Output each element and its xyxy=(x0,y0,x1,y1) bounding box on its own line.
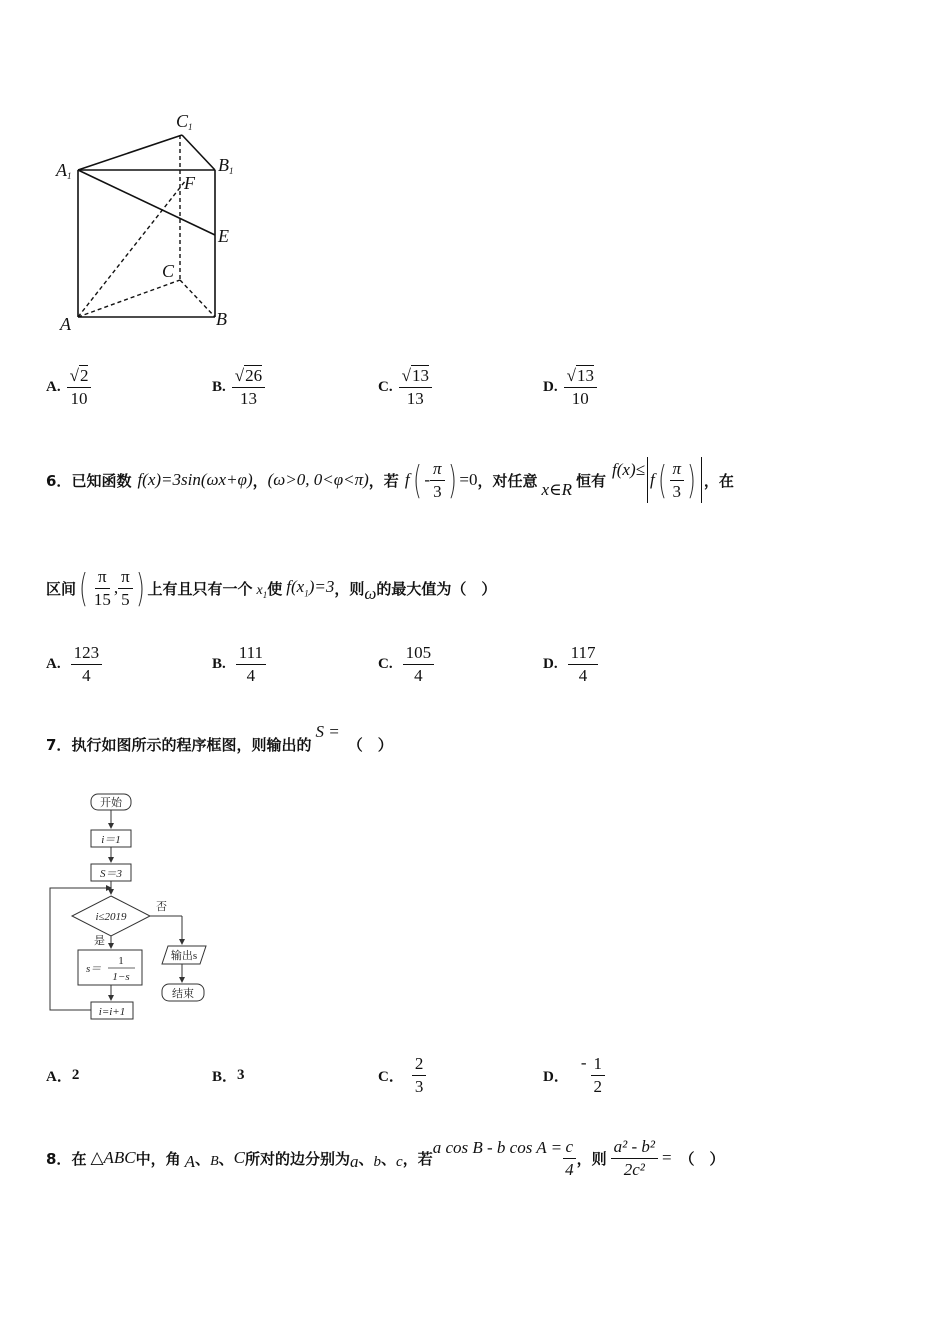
option-letter: A. xyxy=(46,378,61,395)
q6-function: f(x)=3sin(ωx+φ) xyxy=(137,470,253,489)
abs-bar-right xyxy=(701,457,702,503)
left-paren: ( xyxy=(412,458,422,502)
fc-assign-den: 1−s xyxy=(112,971,130,983)
option-fraction: $\frac{1}{2}$ xyxy=(591,1053,606,1098)
option-letter: C. xyxy=(378,655,393,672)
q8-triangle: △ABC xyxy=(90,1148,136,1167)
q8-c-over-4: $\frac{c}{4}$ xyxy=(562,1136,577,1181)
interval-right: $\frac{\pi}{5}$ xyxy=(118,566,133,611)
option-fraction: $\frac{√26}{13}$ xyxy=(232,365,265,410)
option-value: 3 xyxy=(237,1066,245,1083)
right-paren: ) xyxy=(135,566,145,610)
q6-x-in-r: x∈R xyxy=(541,480,573,499)
question-number: 6． xyxy=(46,471,72,490)
q8-expression: a cos B - b cos A = xyxy=(432,1138,563,1157)
q8-text-1: 在 xyxy=(71,1149,87,1168)
q6-line-2 xyxy=(46,558,496,618)
flowchart xyxy=(44,790,224,1026)
q8-text-3: 所对的边分别为 xyxy=(244,1149,350,1168)
option-fraction: $\frac{111}{4}$ xyxy=(236,642,266,687)
edge-c1-b1 xyxy=(182,135,215,170)
q8-sep: 、 xyxy=(218,1149,234,1168)
option-fraction: $\frac{2}{3}$ xyxy=(412,1053,427,1098)
q6-text-4: ，对任意 xyxy=(477,471,538,490)
option-letter: D． xyxy=(543,1068,569,1085)
fc-output: 输出s xyxy=(170,950,198,962)
fc-assign-s: s＝ xyxy=(86,963,102,975)
label-b: B xyxy=(216,309,227,329)
q7-option-b[interactable] xyxy=(212,1042,245,1108)
q8-sep: 、 xyxy=(358,1149,374,1168)
q6-text-7: 区间 xyxy=(46,579,77,598)
q6-x1: $x_1$ xyxy=(256,582,268,600)
fc-end: 结束 xyxy=(172,988,194,1000)
question-number: 8． xyxy=(46,1149,72,1168)
option-letter: A. xyxy=(46,655,61,672)
q8-tail: （ ） xyxy=(679,1149,725,1168)
prism-figure xyxy=(50,105,250,335)
q6-text-10: ，则 xyxy=(334,579,365,598)
q6-minus: - xyxy=(424,470,431,489)
q6-option-a[interactable] xyxy=(46,638,102,690)
q8-angle-b: B xyxy=(210,1154,219,1169)
q6-fx-le: f(x)≤ xyxy=(612,460,645,479)
fc-incr: i=i+1 xyxy=(98,1006,126,1018)
q5-option-c[interactable] xyxy=(378,362,432,412)
option-letter: C． xyxy=(378,1068,404,1085)
option-letter: D. xyxy=(543,378,558,395)
fc-assign-num: 1 xyxy=(118,955,124,967)
q8-angle-a: A xyxy=(184,1152,196,1171)
q6-option-d[interactable] xyxy=(543,638,598,690)
option-letter: C. xyxy=(378,378,393,395)
right-paren: ) xyxy=(447,458,457,502)
q6-text-3: ，若 xyxy=(368,471,399,490)
option-fraction: $\frac{√2}{10}$ xyxy=(67,365,92,410)
option-letter: B． xyxy=(212,1068,238,1085)
option-fraction: $\frac{√13}{13}$ xyxy=(399,365,432,410)
left-paren: ( xyxy=(78,566,88,610)
q5-option-b[interactable] xyxy=(212,362,265,412)
option-fraction: $\frac{123}{4}$ xyxy=(71,642,103,687)
q6-text-9: 使 xyxy=(267,579,283,598)
option-sign: - xyxy=(580,1053,587,1072)
label-a: A xyxy=(60,314,71,334)
question-number: 7． xyxy=(46,735,72,754)
q8-sep: 、 xyxy=(381,1149,397,1168)
q8-text-2: 中，角 xyxy=(135,1149,181,1168)
label-a1: A1 xyxy=(56,160,72,181)
q7-option-c[interactable] xyxy=(378,1042,426,1108)
label-c1: C1 xyxy=(176,111,193,132)
option-letter: B. xyxy=(212,655,226,672)
q7-tail: （ ） xyxy=(347,735,393,754)
option-letter: A． xyxy=(46,1068,72,1085)
segment-a-f-hidden xyxy=(78,180,186,317)
q6-text-11: 的最大值为（ ） xyxy=(376,579,497,598)
q8-line xyxy=(46,1128,725,1188)
q8-text-5: ，则 xyxy=(576,1149,607,1168)
label-e: E xyxy=(218,226,229,246)
abs-bar-left xyxy=(647,457,648,503)
q6-line-1 xyxy=(46,452,734,508)
option-fraction: $\frac{117}{4}$ xyxy=(568,642,599,687)
label-c: C xyxy=(162,261,175,281)
fc-start: 开始 xyxy=(100,797,122,809)
q5-option-a[interactable] xyxy=(46,362,91,412)
q8-side-a: a xyxy=(350,1152,359,1171)
label-f: F xyxy=(184,173,195,193)
q6-eq-zero: =0 xyxy=(459,470,478,489)
fc-yes: 是 xyxy=(94,935,105,947)
q8-text-4: ，若 xyxy=(402,1149,433,1168)
q7-line xyxy=(46,722,393,766)
q8-equals: = xyxy=(661,1148,672,1167)
q6-text-2: ， xyxy=(252,471,268,490)
q6-condition: (ω>0, 0<φ<π) xyxy=(267,470,369,489)
interval-left: $\frac{\pi}{15}$ xyxy=(93,566,111,609)
q6-option-c[interactable] xyxy=(378,638,434,690)
q8-side-c: c xyxy=(396,1153,403,1170)
edge-c-b-hidden xyxy=(180,280,215,317)
q8-result-fraction: $\frac{\text{a² - b²}}{\text{2c²}}$ xyxy=(611,1136,658,1181)
q5-option-d[interactable] xyxy=(543,362,597,412)
edge-a1-c1 xyxy=(78,135,182,170)
q7-s-eq: S = xyxy=(315,722,340,741)
right-paren: ) xyxy=(687,458,696,502)
q6-text-5: 恒有 xyxy=(576,471,607,490)
q6-f-2: f xyxy=(649,470,655,489)
option-letter: D. xyxy=(543,655,558,672)
interval-comma: , xyxy=(113,578,119,597)
option-value: 2 xyxy=(71,1066,80,1083)
q6-text-6: ，在 xyxy=(703,471,734,490)
option-letter: B. xyxy=(212,378,226,395)
fc-init-i: i＝1 xyxy=(101,834,121,846)
q7-option-d[interactable] xyxy=(543,1042,605,1108)
left-paren: ( xyxy=(657,458,667,502)
q6-omega: ω xyxy=(364,584,377,603)
q8-sep: 、 xyxy=(195,1149,211,1168)
fc-no: 否 xyxy=(156,901,167,913)
q6-text-1: 已知函数 xyxy=(71,471,132,490)
label-b1: B1 xyxy=(218,155,234,176)
q6-text-8: 上有且只有一个 xyxy=(147,579,253,598)
fc-init-s: S＝3 xyxy=(100,868,122,880)
q6-pi-over-3: $\frac{\pi}{3}$ xyxy=(430,458,445,503)
option-fraction: $\frac{√13}{10}$ xyxy=(564,365,597,410)
q8-side-b: b xyxy=(373,1153,382,1170)
q6-fx1: $f(x_1)=3$ xyxy=(286,577,335,599)
q6-pi-over-3-b: $\frac{\pi}{3}$ xyxy=(670,458,685,503)
fc-cond: i≤2019 xyxy=(95,911,127,923)
q6-option-b[interactable] xyxy=(212,638,266,690)
q7-text: 执行如图所示的程序框图，则输出的 xyxy=(71,735,312,754)
q7-option-a[interactable] xyxy=(46,1042,79,1108)
option-fraction: $\frac{105}{4}$ xyxy=(403,642,435,687)
loop-back-arrow xyxy=(50,888,111,1010)
q8-angle-c: C xyxy=(233,1148,245,1167)
q6-f: f xyxy=(404,470,410,489)
